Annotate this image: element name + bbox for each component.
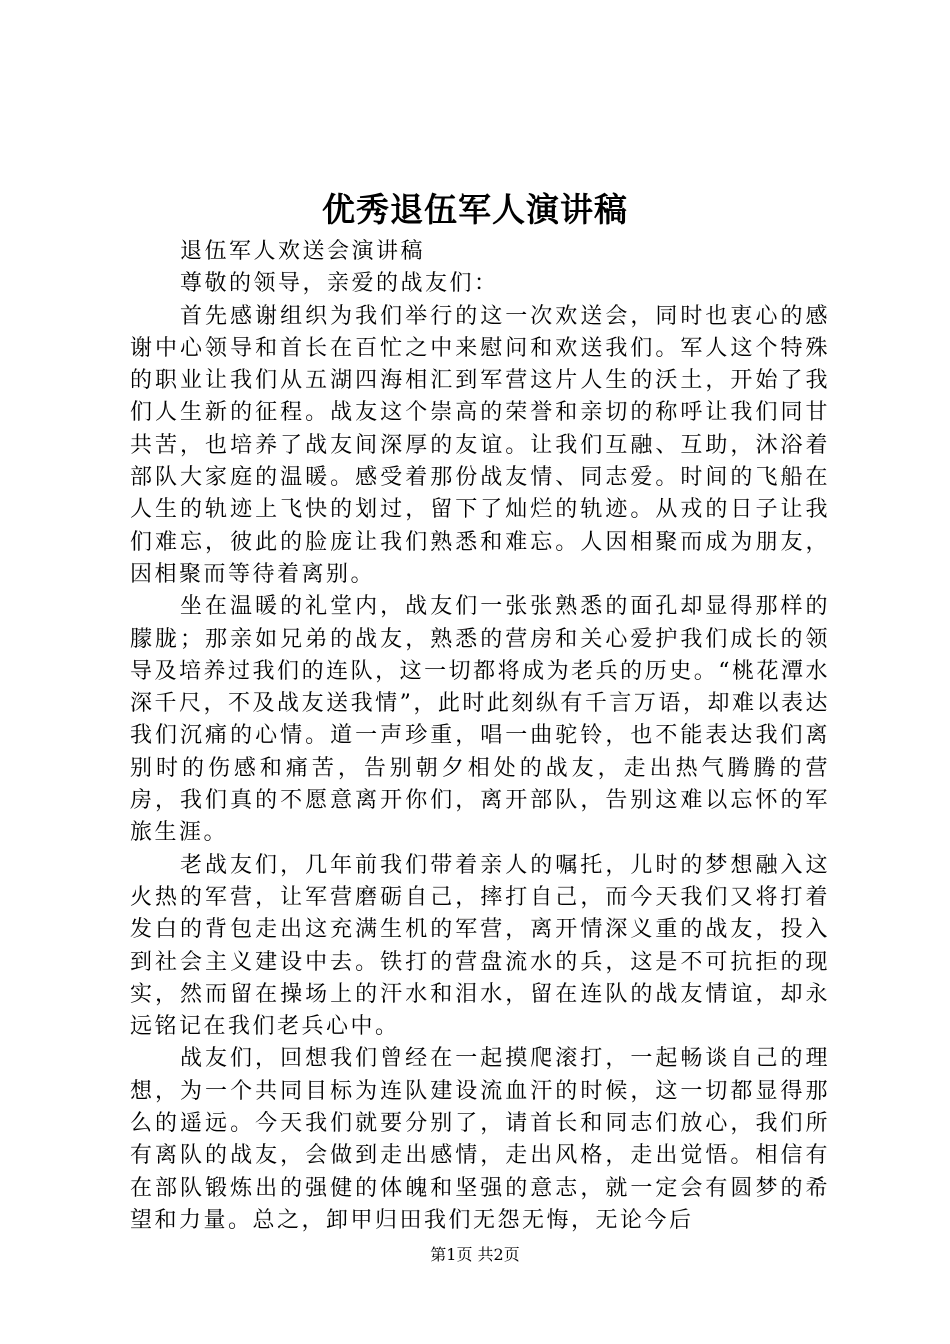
paragraph-1: 首先感谢组织为我们举行的这一次欢送会，同时也衷心的感谢中心领导和首长在百忙之中来慰问和欢送我们。军人这个特殊的职业让我们从五湖四海相汇到军营这片人生的沃土，开始了我们人生新的征程。战友这个崇高的荣誉和亲切的称呼让我们同甘共苦，也培养了战友间深厚的友谊。让我们互融、互助，沐浴着部队大家庭的温暖。感受着那份战友情、同志爱。时间的飞船在人生的轨迹上飞快的划过，留下了灿烂的轨迹。从戎的日子让我们难忘，彼此的脸庞让我们熟悉和难忘。人因相聚而成为朋友，因相聚而等待着离别。 bbox=[130, 303, 830, 587]
paragraph-3: 老战友们，几年前我们带着亲人的嘱托，儿时的梦想融入这火热的军营，让军营磨砺自己，摔打自己，而今天我们又将打着发白的背包走出这充满生机的军营，离开情深义重的战友，投入到社会主义建设中去。铁打的营盘流水的兵，这是不可抗拒的现实，然而留在操场上的汗水和泪水，留在连队的战友情谊，却永远铭记在我们老兵心中。 bbox=[130, 852, 830, 1040]
subtitle-line: 退伍军人欢送会演讲稿 bbox=[180, 239, 426, 264]
document-body bbox=[130, 236, 830, 1237]
page-title: 优秀退伍军人演讲稿 bbox=[322, 190, 628, 229]
salutation-line: 尊敬的领导，亲爱的战友们： bbox=[180, 271, 499, 297]
paragraph-2: 坐在温暖的礼堂内，战友们一张张熟悉的面孔却显得那样的朦胧；那亲如兄弟的战友，熟悉的营房和关心爱护我们成长的领导及培养过我们的连队，这一切都将成为老兵的历史。“桃花潭水深千尺，不及战友送我情”，此时此刻纵有千言万语，却难以表达我们沉痛的心情。道一声珍重，唱一曲驼铃，也不能表达我们离别时的伤感和痛苦，告别朝夕相处的战友，走出热气腾腾的营房，我们真的不愿意离开你们，离开部队，告别这难以忘怀的军旅生涯。 bbox=[130, 594, 830, 846]
paragraph-4: 战友们，回想我们曾经在一起摸爬滚打，一起畅谈自己的理想，为一个共同目标为连队建设流血汗的时候，这一切都显得那么的遥远。今天我们就要分别了，请首长和同志们放心，我们所有离队的战友，会做到走出感情，走出风格，走出觉悟。相信有在部队锻炼出的强健的体魄和坚强的意志，就一定会有圆梦的希望和力量。总之，卸甲归田我们无怨无悔，无论今后 bbox=[130, 1046, 830, 1233]
page-number-footer: 第1页 共2页 bbox=[430, 1245, 520, 1264]
